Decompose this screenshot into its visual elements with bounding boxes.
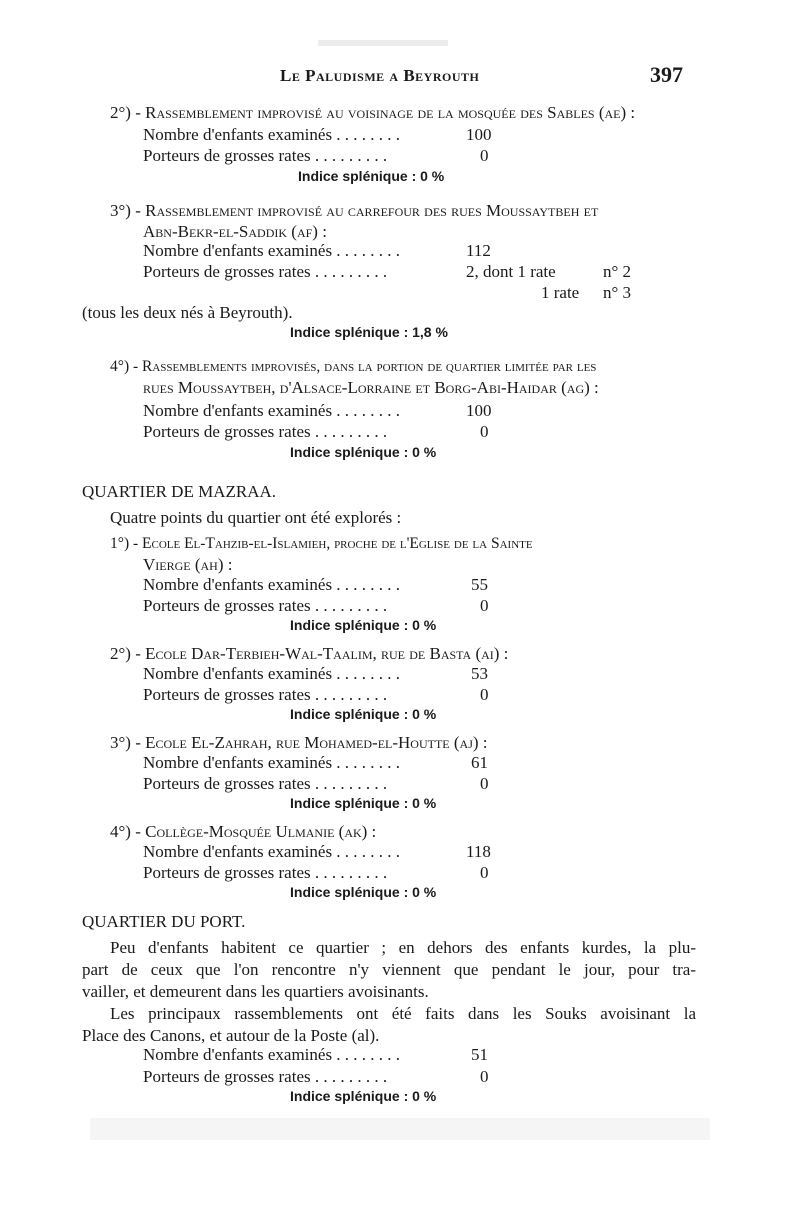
carriers-label: Porteurs de grosses rates . . . . . . . . .	[143, 596, 388, 615]
carriers-label: Porteurs de grosses rates . . . . . . . . .	[143, 422, 388, 441]
section-item-label: 4°) - Collège-Mosquée Ulmanie (ak) :	[110, 822, 377, 841]
carriers-value: 0	[480, 422, 489, 441]
section-item-label-cont: Vierge (ah) :	[143, 555, 233, 574]
note: (tous les deux nés à Beyrouth).	[82, 303, 293, 322]
carriers-label: Porteurs de grosses rates . . . . . . . . .	[143, 685, 388, 704]
paragraph-line: vailler, et demeurent dans les quartiers avoisinants.	[82, 982, 429, 1001]
splenic-index: Indice splénique : 0 %	[298, 168, 445, 184]
examined-label: Nombre d'enfants examinés . . . . . . . .	[143, 664, 401, 683]
carriers-value-suffix: n° 2	[603, 262, 632, 281]
examined-label: Nombre d'enfants examinés . . . . . . . .	[143, 1045, 401, 1064]
examined-label: Nombre d'enfants examinés . . . . . . . .	[143, 241, 401, 260]
carriers-line2-suffix: n° 3	[603, 283, 632, 302]
carriers-value: 0	[480, 863, 489, 882]
examined-value: 100	[466, 401, 492, 420]
section-item-label-cont: rues Moussaytbeh, d'Alsace-Lorraine et Borg-Abi-Haidar (ag) :	[143, 378, 599, 397]
splenic-index: Indice splénique : 0 %	[290, 884, 437, 900]
section-item-label: 3°) - Ecole El-Zahrah, rue Mohamed-el-Houtte (aj) :	[110, 733, 488, 752]
section-item-label: 2°) - Rassemblement improvisé au voisinage de la mosquée des Sables (ae) :	[110, 103, 636, 122]
examined-label: Nombre d'enfants examinés . . . . . . . .	[143, 125, 401, 144]
section-item-label-cont: Abn-Bekr-el-Saddik (af) :	[143, 222, 327, 241]
paragraph-line: part de ceux que l'on rencontre n'y viennent que pendant le jour, pour tra-	[82, 960, 696, 979]
running-title: Le Paludisme a Beyrouth	[280, 66, 480, 85]
carriers-value: 0	[480, 596, 489, 615]
examined-value: 112	[466, 241, 491, 260]
scan-smudge-bottom	[90, 1118, 710, 1140]
section-item-label: 4°) - Rassemblements improvisés, dans la portion de quartier limitée par les	[110, 358, 597, 375]
examined-value: 55	[471, 575, 488, 594]
carriers-label: Porteurs de grosses rates . . . . . . . . .	[143, 1067, 388, 1086]
section-item-label: 3°) - Rassemblement improvisé au carrefour des rues Moussaytbeh et	[110, 201, 599, 220]
splenic-index: Indice splénique : 0 %	[290, 795, 437, 811]
examined-label: Nombre d'enfants examinés . . . . . . . .	[143, 842, 401, 861]
examined-label: Nombre d'enfants examinés . . . . . . . .	[143, 575, 401, 594]
section-heading: QUARTIER DE MAZRAA.	[82, 482, 276, 501]
carriers-label: Porteurs de grosses rates . . . . . . . . .	[143, 774, 388, 793]
examined-value: 53	[471, 664, 488, 683]
examined-label: Nombre d'enfants examinés . . . . . . . .	[143, 753, 401, 772]
splenic-index: Indice splénique : 0 %	[290, 444, 437, 460]
paragraph-line: Place des Canons, et autour de la Poste (al).	[82, 1026, 380, 1045]
scan-smudge-top	[318, 40, 448, 46]
examined-value: 51	[471, 1045, 488, 1064]
section-intro: Quatre points du quartier ont été explorés :	[110, 508, 402, 527]
carriers-line2: 1 rate	[541, 283, 580, 302]
section-item-label: 1°) - Ecole El-Tahzib-el-Islamieh, proche de l'Eglise de la Sainte	[110, 535, 533, 552]
carriers-value: 0	[480, 685, 489, 704]
examined-value: 100	[466, 125, 492, 144]
carriers-label: Porteurs de grosses rates . . . . . . . . .	[143, 863, 388, 882]
examined-label: Nombre d'enfants examinés . . . . . . . .	[143, 401, 401, 420]
paragraph-line: Peu d'enfants habitent ce quartier ; en dehors des enfants kurdes, la plu-	[110, 938, 696, 957]
splenic-index: Indice splénique : 0 %	[290, 1088, 437, 1104]
section-heading: QUARTIER DU PORT.	[82, 912, 246, 931]
page-number: 397	[650, 62, 683, 87]
examined-value: 61	[471, 753, 488, 772]
section-item-label: 2°) - Ecole Dar-Terbieh-Wal-Taalim, rue de Basta (ai) :	[110, 644, 509, 663]
carriers-value: 0	[480, 1067, 489, 1086]
carriers-value: 0	[480, 146, 489, 165]
splenic-index: Indice splénique : 1,8 %	[290, 324, 448, 340]
carriers-label: Porteurs de grosses rates . . . . . . . . .	[143, 146, 388, 165]
paragraph-line: Les principaux rassemblements ont été faits dans les Souks avoisinant la	[110, 1004, 696, 1023]
examined-value: 118	[466, 842, 491, 861]
splenic-index: Indice splénique : 0 %	[290, 706, 437, 722]
carriers-value: 0	[480, 774, 489, 793]
carriers-label: Porteurs de grosses rates . . . . . . . . .	[143, 262, 388, 281]
carriers-value: 2, dont 1 rate	[466, 262, 556, 281]
splenic-index: Indice splénique : 0 %	[290, 617, 437, 633]
